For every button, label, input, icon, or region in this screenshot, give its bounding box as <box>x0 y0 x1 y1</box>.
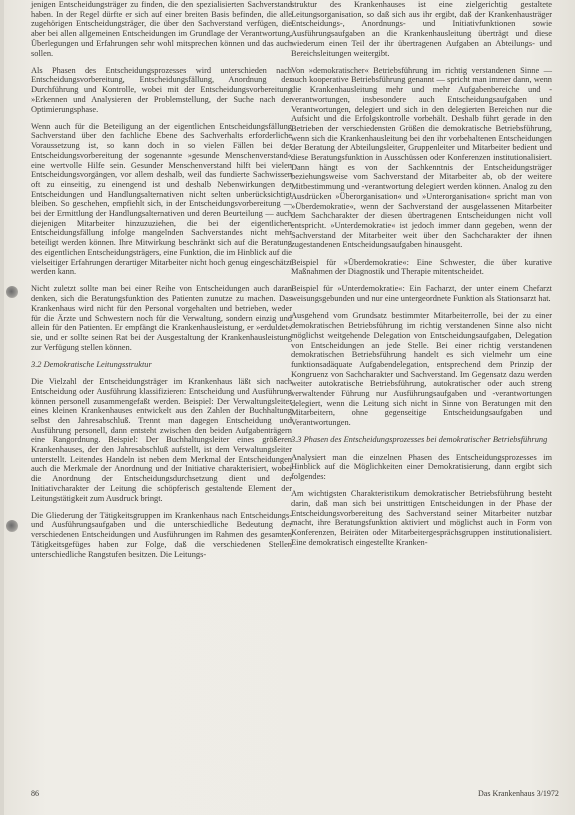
punch-hole-bottom <box>6 520 18 532</box>
paragraph: Nicht zuletzt sollte man bei einer Reihe von Entscheidungen auch daran denken, sich die Beratungsfunktion des Patienten zunutze zu machen. Das Krankenhaus wird nicht für den Personal vorgehalten und betrieben, weder für die Ärzte und Schwestern noch für die Verwaltung, sondern einzig und allein für den Patienten. Er empfängt die Krankenhausleistung, er »erduldet« sie, und er sollte seinen Rat bei der Ausgestaltung der Krankenhausleistung zur Verfügung stellen können. <box>31 284 292 352</box>
paragraph: Beispiel für »Unterdemokratie«: Ein Facharzt, der unter einem Chefarzt weisungsgebunden und nur eine untergeordnete Funktion als Stationsarzt hat. <box>291 284 552 304</box>
journal-name: Das Krankenhaus 3/1972 <box>478 789 559 798</box>
paragraph: Am wichtigsten Charakteristikum demokratischer Betriebsführung besteht darin, daß man sich bei unstrittigen Entscheidungen in der Phase der Entscheidungsvorbereitung des Sachverstand seiner Mitarbeiter nutzbar macht, ihre Beratungsfunktion aktiviert und möglichst auch in Form von Konferenzen, Beiräten oder Mitarbeitergesprächsgruppen institutionalisiert. Eine demokratisch eingestellte Kranken- <box>291 489 552 547</box>
paragraph: Als Phasen des Entscheidungsprozesses wird unterschieden nach Entscheidungsvorbereitung, Entscheidungsfällung, Anordnung der Durchführung und Kontrolle, wobei mit der Entscheidungsvorbereitung »Erkennen und Analysieren der Problemstellung, der Suche nach der Optimierungsphase. <box>31 65 292 114</box>
section-heading: 3.2 Demokratische Leitungsstruktur <box>31 359 152 369</box>
paragraph: Ausgehend vom Grundsatz bestimmter Mitarbeiterrolle, bei der zu einer demokratischen Betriebsführung im richtig verstandenen Sinne also nicht möglichst weitgehende Delegation von Entscheidungsaufgaben, Delegation von Entscheidungen an jede Stelle. Bei einer richtig verstandenen demokratischen Betriebsführung handelt es sich vielmehr um eine funktionsadäquate Aufgabendelegation, entsprechend dem Prinzip der Kongruenz von Sachcharakter und Sachverstand. Im Gegensatz dazu werden weiter autokratische Betriebsführung, autokratischer oder auch streng verwaltender Führung nur Ausführungsaufgaben und -verantwortungen delegiert, wenn die Leitung sich nicht in Sinne von Beratungen mit den Mitarbeitern, ohne gegenseitige Entscheidungsaufgaben und Verantwortungen. <box>291 311 552 428</box>
paragraph: Analysiert man die einzelnen Phasen des Entscheidungsprozesses im Hinblick auf die Möglichkeiten einer Demokratisierung, dann ergibt sich folgendes: <box>291 452 552 481</box>
page-edge <box>0 0 4 815</box>
left-column <box>31 0 292 567</box>
paragraph: Von »demokratischer« Betriebsführung im richtig verstandenen Sinne — auch kooperative Betriebsführung genannt — spricht man immer dann, wenn die Krankenhausleitung mehr und mehr Aufgabenbereiche und -verantwortungen, insbesondere auch Entscheidungsaufgaben und Verantwortungen, delegiert und sich in den delegierten Bereichen nur die Aufsicht und die Erfolgskontrolle vorbehält. Deshalb führt gerade in den Betrieben der verschiedensten Größen die demokratische Betriebsführung, wenn sich die Krankenhausleitung bei den ihr vorbehaltenen Entscheidungen der Beratung der Abteilungsleiter, Gruppenleiter und Mitarbeiter bedient und diese Beratungsfunktion in Ausschüssen oder Konferenzen institutionalisiert. Dann hängt es von der Sachkenntnis der Entscheidungsträger beziehungsweise vom Sachverstand der Mitarbeiter ab, ob der weitere Mitbestimmung und -verantwortung delegiert werden können. Analog zu den Ausdrücken »Überorganisation« und »Unterorganisation« spricht man von »Überdemokratie«, wenn der Sachverstand der ausgelassenen Mitarbeiter dem Sachcharakter der diesen übertragenen Entscheidungen nicht voll entspricht. »Unterdemokratie« ist jedoch immer dann gegeben, wenn der Sachverstand der Mitarbeiter weit über den Sachcharakter der ihnen zugestandenen Entscheidungsaufgaben hinausgeht. <box>291 65 552 250</box>
paragraph: Wenn auch für die Beteiligung an der eigentlichen Entscheidungsfällung Sachverstand über den fachliche Ebene des Sachverhalts erforderliche Voraussetzung ist, so kann doch in so vielen Fällen bei der Entscheidungsvorbereitung der sogenannte »gesunde Menschenverstand« eine wertvolle Hilfe sein. Gesunder Menschenverstand hilft bei vielen Entscheidungsvorgängen, vor allem deshalb, weil das fundierte Sachwissen oft zu einseitig, zu einengend ist und deshalb Nebenwirkungen der Entscheidungen und Handlungsalternativen nicht selten unberücksichtigt bleiben. So geschehen, empfiehlt sich, in der Entscheidungsvorbereitung — bei der Ermittlung der Handlungsalternativen und deren Beurteilung — auch diejenigen Mitarbeiter hinzuzuziehen, die bei der eigentlichen Entscheidungsfällung infolge mangelnden Sachverstandes nicht mehr beteiligt werden können. Ihre Mitwirkung beschränkt sich auf die Beratung des eigentlichen Entscheidungsträgers, eine Funktion, die im Hinblick auf die vielseitiger Erfahrungen derartiger Mitarbeiter nicht hoch genug eingeschätzt werden kann. <box>31 121 292 277</box>
paragraph: struktur des Krankenhauses ist eine zielgerichtig gestaltete Leitungsorganisation, so daß sich aus ihr ergibt, daß der Krankenhausträger Entscheidungs-, Anordnungs- und Initiativfunktionen sowie Ausführungsaufgaben an die Krankenhausleitung überträgt und diese wiederum einen Teil der ihr übertragenen Aufgaben an Abteilungs- und Bereichsleitungen weitergibt. <box>291 0 552 58</box>
page-number: 86 <box>31 789 39 798</box>
punch-hole-top <box>6 286 18 298</box>
right-column <box>291 0 552 555</box>
paragraph: Beispiel für »Überdemokratie«: Eine Schwester, die über kurative Maßnahmen der Diagnostik und Therapie mitentscheidet. <box>291 257 552 277</box>
section-heading: 3.3 Phasen des Entscheidungsprozesses bei demokratischer Betriebsführung <box>291 435 548 445</box>
paragraph: Die Gliederung der Tätigkeitsgruppen im Krankenhaus nach Entscheidungs- und Ausführungsaufgaben und die unterschiedliche Bedeutung der verschiedenen Entscheidungen und Ausführungen im Rahmen des gesamten Tätigkeitsgefüges haben zur Folge, daß die verschiedenen Stellen unterschiedliche Rangstufen besitzen. Die Leitungs- <box>31 510 292 559</box>
paragraph: Die Vielzahl der Entscheidungsträger im Krankenhaus läßt sich nach Entscheidung oder Ausführung klassifizieren: Entscheidung und Ausführung können personell zusammengefaßt werden. Beispiel: Der Verwaltungsleiter eines kleinen Krankenhauses entwickelt aus den Zahlen der Buchhaltung selbst den Jahresabschluß. Trennt man dagegen Entscheidung und Ausführung personell, dann entsteht zwischen den beiden Aufgabenträgern eine Rangordnung. Beispiel: Der Buchhaltungsleiter eines größeren Krankenhauses, der den Jahresabschluß aufstellt, ist dem Verwaltungsleiter unterstellt. Leitendes Handeln ist neben dem Merkmal der Entscheidungen auch die Merkmale der Anordnung und der Initiative charakterisiert, wobei die Anordnung der Entscheidungsdurchsetzung dient und der Initiativcharakter der Leitung die schöpferisch gestaltende Element der Leitungstätigkeit zum Ausdruck bringt. <box>31 377 292 503</box>
paragraph: jenigen Entscheidungsträger zu finden, die den spezialisierten Sachverstand haben. In der Regel dürfte er sich auf einer breiten Basis befinden, die alle zugehörigen Entscheidungsträger, die über den Sachverstand verfügen, die aber bei allen allgemeinen Entscheidungen im Grundlage der Verantwortung, Überlegungen und Erfahrungen sehr wohl mitsprechen können und das auch sollen. <box>31 0 292 58</box>
